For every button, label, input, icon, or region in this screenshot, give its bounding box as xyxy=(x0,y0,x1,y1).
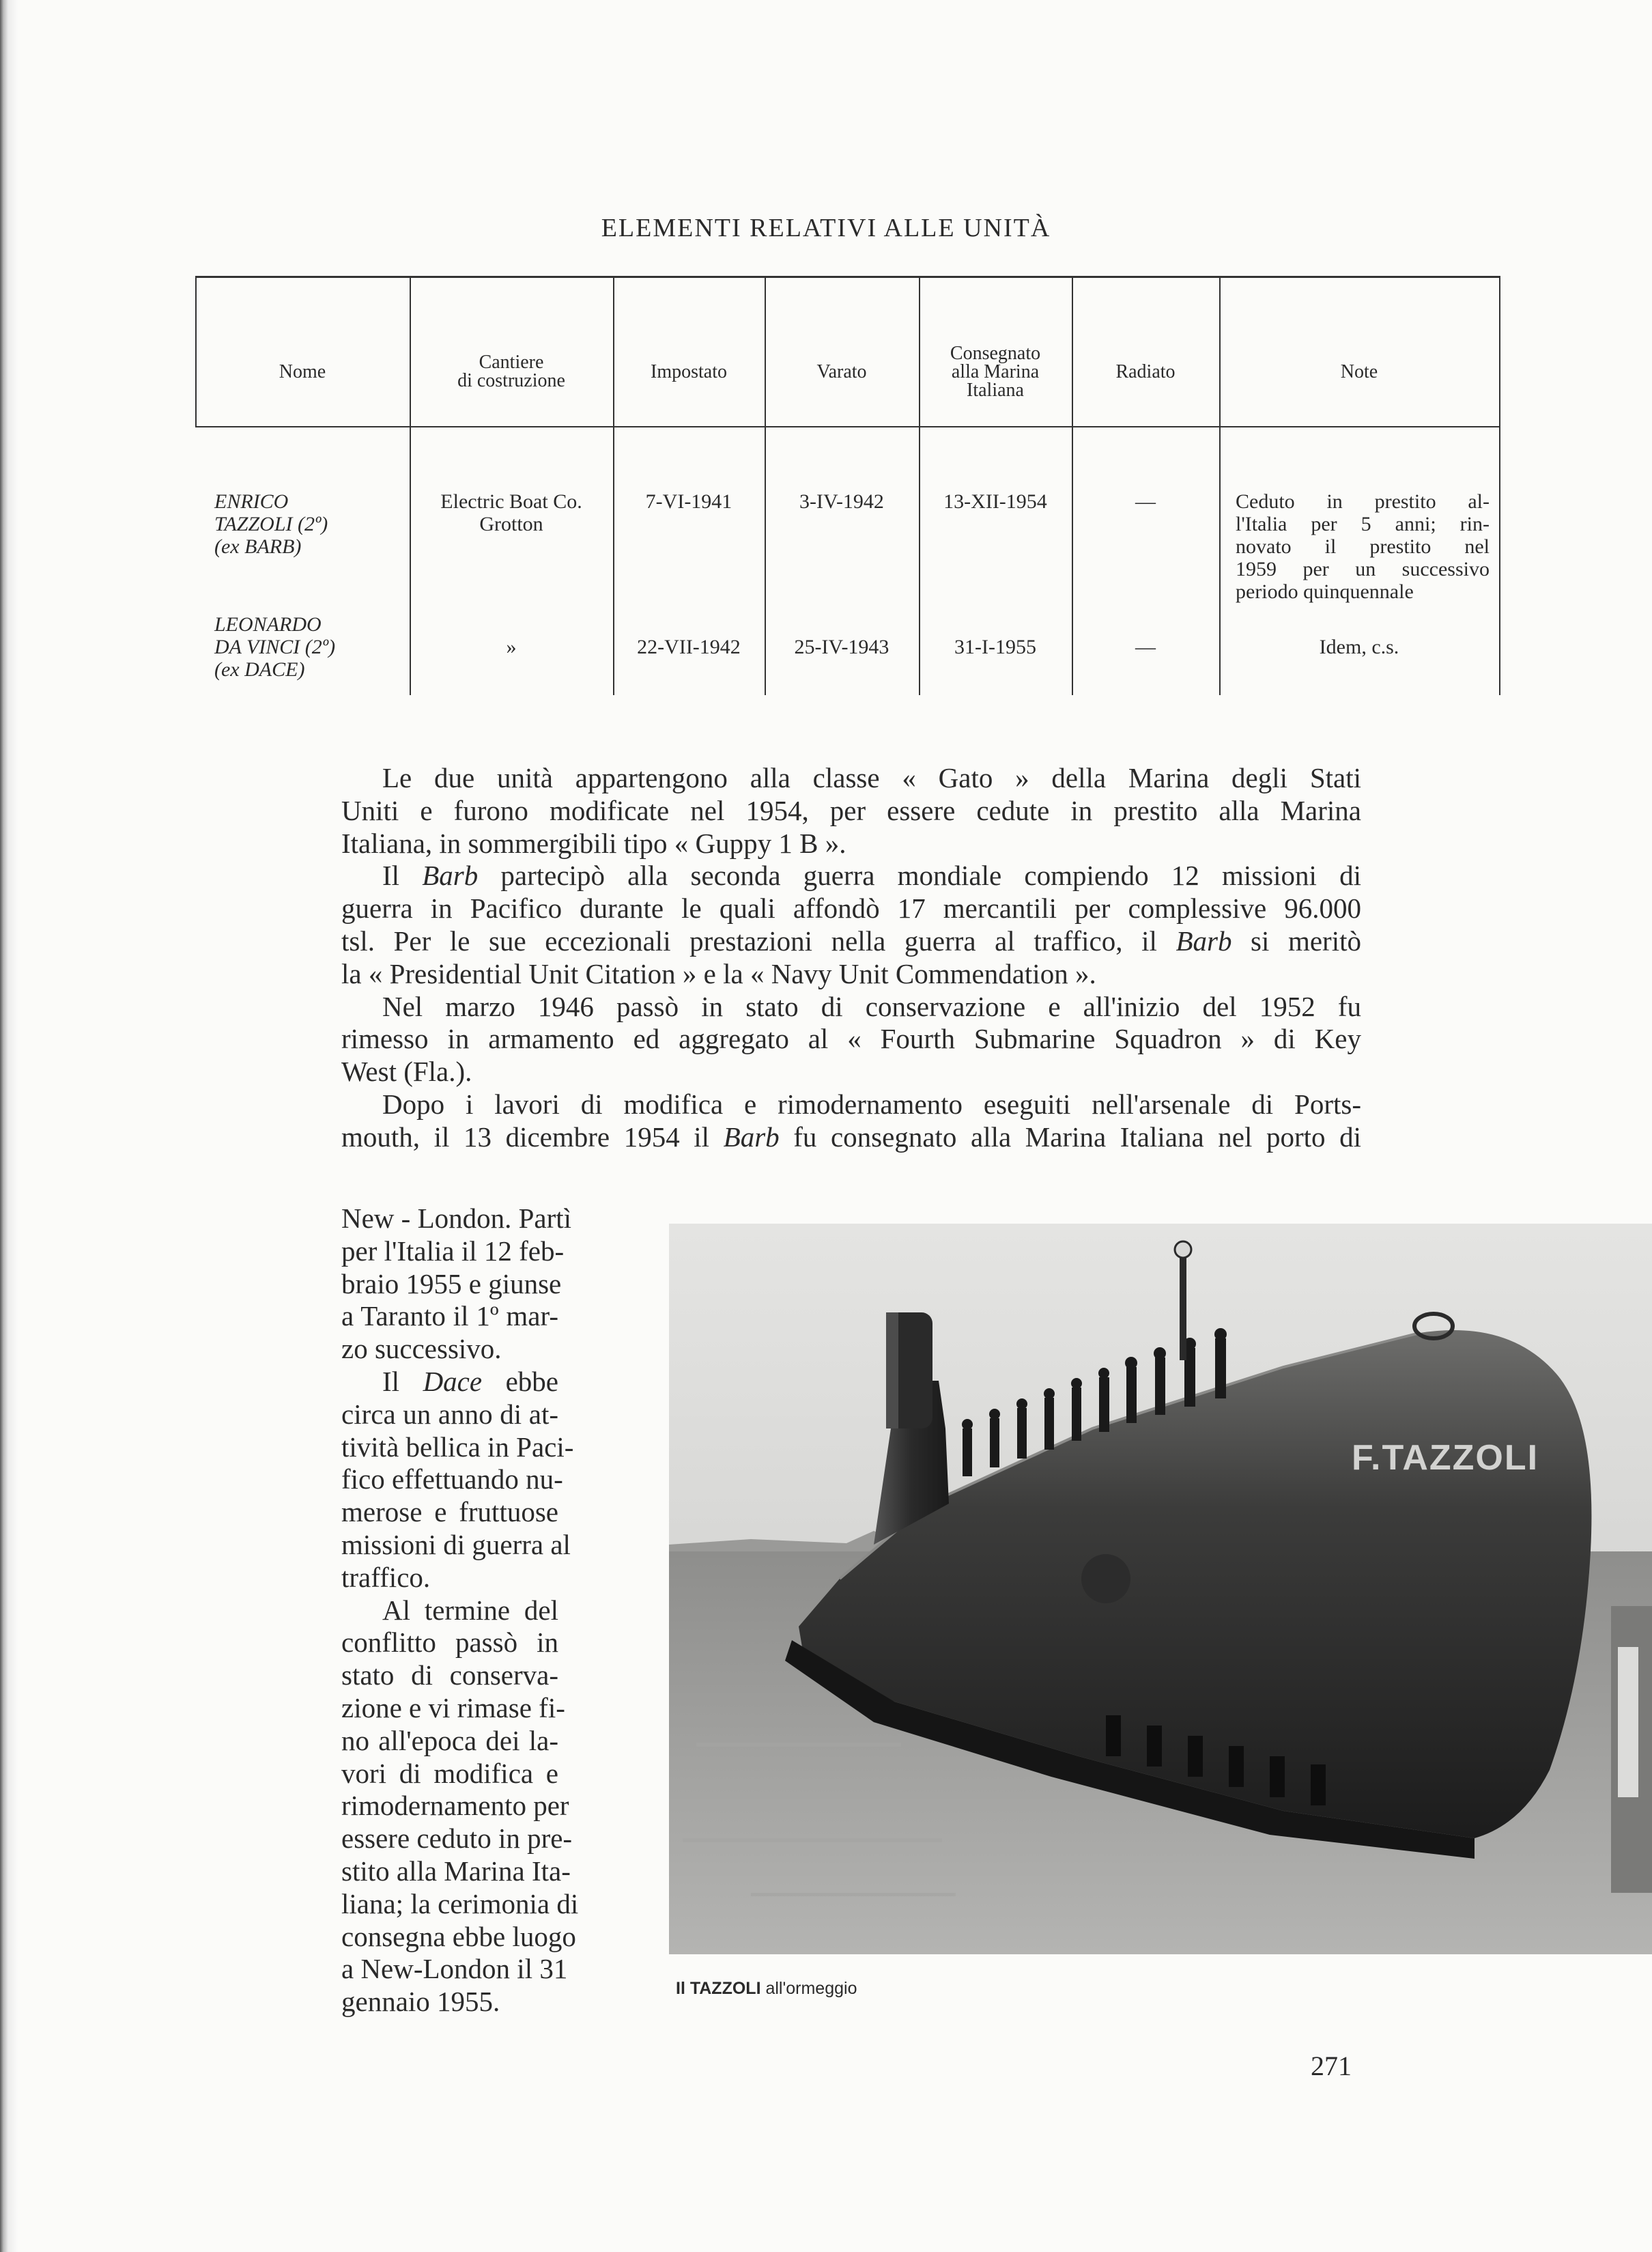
text-line: rimodernamento per xyxy=(341,1790,569,1822)
text-line: per l'Italia il 12 feb- xyxy=(341,1235,565,1267)
row2-note: Idem, c.s. xyxy=(1319,636,1399,658)
text-line: traffico. xyxy=(341,1561,431,1593)
row1-note: Ceduto in prestito al- l'Italia per 5 anni; rin- novato il prestito nel 1959 per un successivo periodo quinquennale xyxy=(1236,490,1490,603)
text-line: Nel marzo 1946 passò in stato di conservazione e all'inizio del 1952 fu xyxy=(382,990,1361,1022)
row1-name: ENRICO TAZZOLI (2º) (ex BARB) xyxy=(214,490,328,558)
narrow-column xyxy=(341,1202,579,2018)
text-line: stato di conserva- xyxy=(341,1659,558,1691)
row1-impostato: 7-VI-1941 xyxy=(645,490,732,513)
header-note: Note xyxy=(1340,361,1378,382)
units-table xyxy=(195,276,1500,695)
text-line: liana; la cerimonia di xyxy=(341,1887,579,1919)
text-line: guerra in Pacifico durante le quali affondò 17 mercantili per complessive 96.000 xyxy=(341,892,1361,925)
header-nome: Nome xyxy=(279,361,326,382)
text-line: Le due unità appartengono alla classe « Gato » della Marina degli Stati xyxy=(382,762,1361,793)
text-line: Il Dace ebbe xyxy=(382,1365,558,1397)
text-line: a New-London il 31 xyxy=(341,1953,568,1985)
photo-caption: Il TAZZOLI all'ormeggio xyxy=(676,1979,857,1998)
submarine-photo xyxy=(669,1224,1652,1954)
text-line: Italiana, in sommergibili tipo « Guppy 1 B ». xyxy=(341,827,846,859)
text-line: Il Barb partecipò alla seconda guerra mondiale compiendo 12 missioni di xyxy=(382,860,1361,892)
text-line: Uniti e furono modificate nel 1954, per essere cedute in prestito alla Marina xyxy=(341,794,1361,826)
text-line: braio 1955 e giunse xyxy=(341,1267,562,1299)
header-consegnato: Consegnato alla Marina Italiana xyxy=(950,342,1041,401)
text-line: mouth, il 13 dicembre 1954 il Barb fu consegnato alla Marina Italiana nel porto di xyxy=(341,1121,1361,1153)
text-line: no all'epoca dei la- xyxy=(341,1724,558,1756)
page-title: ELEMENTI RELATIVI ALLE UNITÀ xyxy=(601,214,1051,242)
body-paragraphs xyxy=(341,762,1361,1154)
row2-consegnato: 31-I-1955 xyxy=(954,636,1036,658)
text-line: a Taranto il 1º mar- xyxy=(341,1300,558,1332)
text-line: stito alla Marina Ita- xyxy=(341,1855,571,1887)
row2-varato: 25-IV-1943 xyxy=(794,636,889,658)
text-line: essere ceduto in pre- xyxy=(341,1822,573,1855)
row2-impostato: 22-VII-1942 xyxy=(637,636,741,658)
text-line: merose e fruttuose xyxy=(341,1496,558,1528)
header-varato: Varato xyxy=(816,361,867,382)
text-line: zo successivo. xyxy=(341,1333,502,1365)
text-line: vori di modifica e xyxy=(341,1757,558,1789)
text-line: circa un anno di at- xyxy=(341,1398,558,1430)
page-edge xyxy=(0,0,18,2252)
row1-radiato: — xyxy=(1135,490,1156,513)
row1-consegnato: 13-XII-1954 xyxy=(943,490,1047,513)
row1-varato: 3-IV-1942 xyxy=(799,490,884,513)
text-line: la « Presidential Unit Citation » e la « Navy Unit Commendation ». xyxy=(341,957,1096,989)
text-line: missioni di guerra al xyxy=(341,1528,571,1560)
text-line: fico effettuando nu- xyxy=(341,1463,563,1495)
row2-radiato: — xyxy=(1135,636,1156,658)
text-line: gennaio 1955. xyxy=(341,1986,500,2018)
header-impostato: Impostato xyxy=(651,361,727,382)
text-line: tsl. Per le sue eccezionali prestazioni nella guerra al traffico, il Barb si meritò xyxy=(341,925,1361,957)
row1-cantiere: Electric Boat Co. Grotton xyxy=(440,490,582,535)
row2-name: LEONARDO DA VINCI (2º) (ex DACE) xyxy=(214,613,336,681)
hull-marking: F.TAZZOLI xyxy=(1352,1438,1539,1478)
text-line: Al termine del xyxy=(382,1594,558,1626)
text-line: tività bellica in Paci- xyxy=(341,1431,574,1463)
text-line: consegna ebbe luogo xyxy=(341,1920,576,1952)
text-line: conflitto passò in xyxy=(341,1627,558,1659)
page-number: 271 xyxy=(1311,2051,1352,2081)
text-line: zione e vi rimase fi- xyxy=(341,1691,565,1723)
text-line: West (Fla.). xyxy=(341,1056,472,1088)
text-line: Dopo i lavori di modifica e rimodernamento eseguiti nell'arsenale di Ports- xyxy=(382,1088,1361,1120)
text-line: rimesso in armamento ed aggregato al « Fourth Submarine Squadron » di Key xyxy=(341,1023,1361,1055)
header-cantiere: Cantiere di costruzione xyxy=(457,352,565,391)
text-line: New - London. Partì xyxy=(341,1202,572,1234)
header-radiato: Radiato xyxy=(1115,361,1176,382)
row2-cantiere: » xyxy=(506,636,517,658)
